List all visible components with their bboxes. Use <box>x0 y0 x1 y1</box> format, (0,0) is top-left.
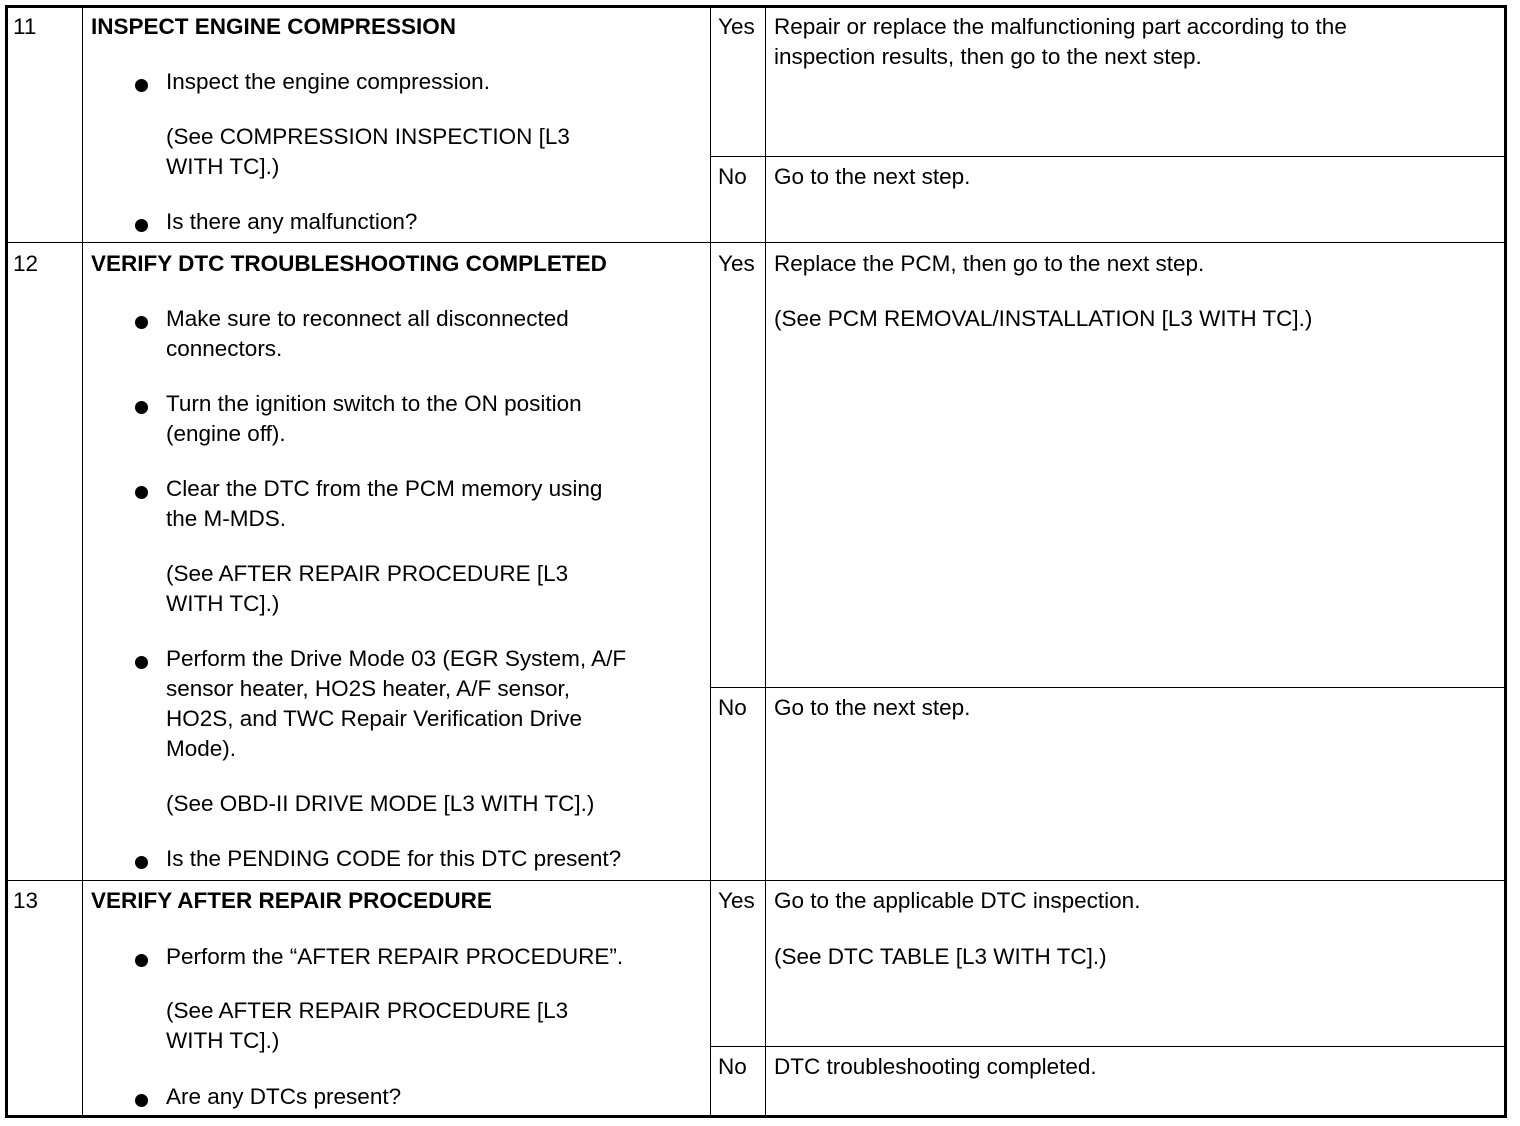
step-instruction: Turn the ignition switch to the ON position <box>166 391 582 416</box>
step-instruction: the M-MDS. <box>166 506 287 531</box>
yes-result: inspection results, then go to the next step. <box>774 44 1202 69</box>
yes-result-reference: (See PCM REMOVAL/INSTALLATION [L3 WITH TC].) <box>774 306 1313 331</box>
step-instruction: (engine off). <box>166 421 286 446</box>
step-reference: (See OBD-II DRIVE MODE [L3 WITH TC].) <box>166 791 595 816</box>
yes-no-divider <box>710 1046 1504 1047</box>
no-label: No <box>718 1054 747 1079</box>
column-divider <box>82 8 83 1115</box>
no-result: Go to the next step. <box>774 695 971 720</box>
step-reference: WITH TC].) <box>166 154 280 179</box>
step-question: Are any DTCs present? <box>166 1084 402 1109</box>
step-title: VERIFY DTC TROUBLESHOOTING COMPLETED <box>91 251 607 276</box>
yes-result: Go to the applicable DTC inspection. <box>774 888 1141 913</box>
column-divider <box>765 8 766 1115</box>
step-question: Is the PENDING CODE for this DTC present? <box>166 846 622 871</box>
bullet-icon <box>135 401 148 414</box>
bullet-icon <box>135 1094 148 1107</box>
no-result: DTC troubleshooting completed. <box>774 1054 1097 1079</box>
step-reference: (See AFTER REPAIR PROCEDURE [L3 <box>166 561 569 586</box>
step-reference: WITH TC].) <box>166 591 280 616</box>
troubleshooting-table <box>5 5 1507 1118</box>
step-instruction: Mode). <box>166 736 237 761</box>
step-question: Is there any malfunction? <box>166 209 418 234</box>
bullet-icon <box>135 316 148 329</box>
step-instruction: Perform the “AFTER REPAIR PROCEDURE”. <box>166 944 624 969</box>
step-reference: WITH TC].) <box>166 1028 280 1053</box>
yes-result: Replace the PCM, then go to the next step. <box>774 251 1205 276</box>
step-title: INSPECT ENGINE COMPRESSION <box>91 14 457 39</box>
step-instruction: Inspect the engine compression. <box>166 69 490 94</box>
bullet-icon <box>135 486 148 499</box>
yes-no-divider <box>710 687 1504 688</box>
step-number: 11 <box>13 14 37 39</box>
yes-no-divider <box>710 156 1504 157</box>
step-instruction: connectors. <box>166 336 283 361</box>
bullet-icon <box>135 79 148 92</box>
no-label: No <box>718 695 747 720</box>
step-instruction: Make sure to reconnect all disconnected <box>166 306 569 331</box>
yes-result-reference: (See DTC TABLE [L3 WITH TC].) <box>774 944 1107 969</box>
step-instruction: HO2S, and TWC Repair Verification Drive <box>166 706 582 731</box>
no-result: Go to the next step. <box>774 164 971 189</box>
yes-result: Repair or replace the malfunctioning part according to the <box>774 14 1347 39</box>
bullet-icon <box>135 656 148 669</box>
row-divider <box>8 242 1504 243</box>
bullet-icon <box>135 219 148 232</box>
yes-label: Yes <box>718 251 755 276</box>
bullet-icon <box>135 954 148 967</box>
yes-label: Yes <box>718 888 755 913</box>
step-number: 13 <box>13 888 39 913</box>
step-reference: (See AFTER REPAIR PROCEDURE [L3 <box>166 998 569 1023</box>
step-instruction: Clear the DTC from the PCM memory using <box>166 476 603 501</box>
yes-label: Yes <box>718 14 755 39</box>
step-reference: (See COMPRESSION INSPECTION [L3 <box>166 124 570 149</box>
step-title: VERIFY AFTER REPAIR PROCEDURE <box>91 888 492 913</box>
step-number: 12 <box>13 251 39 276</box>
no-label: No <box>718 164 747 189</box>
bullet-icon <box>135 856 148 869</box>
row-divider <box>8 880 1504 881</box>
column-divider <box>710 8 711 1115</box>
step-instruction: sensor heater, HO2S heater, A/F sensor, <box>166 676 570 701</box>
step-instruction: Perform the Drive Mode 03 (EGR System, A/F <box>166 646 627 671</box>
